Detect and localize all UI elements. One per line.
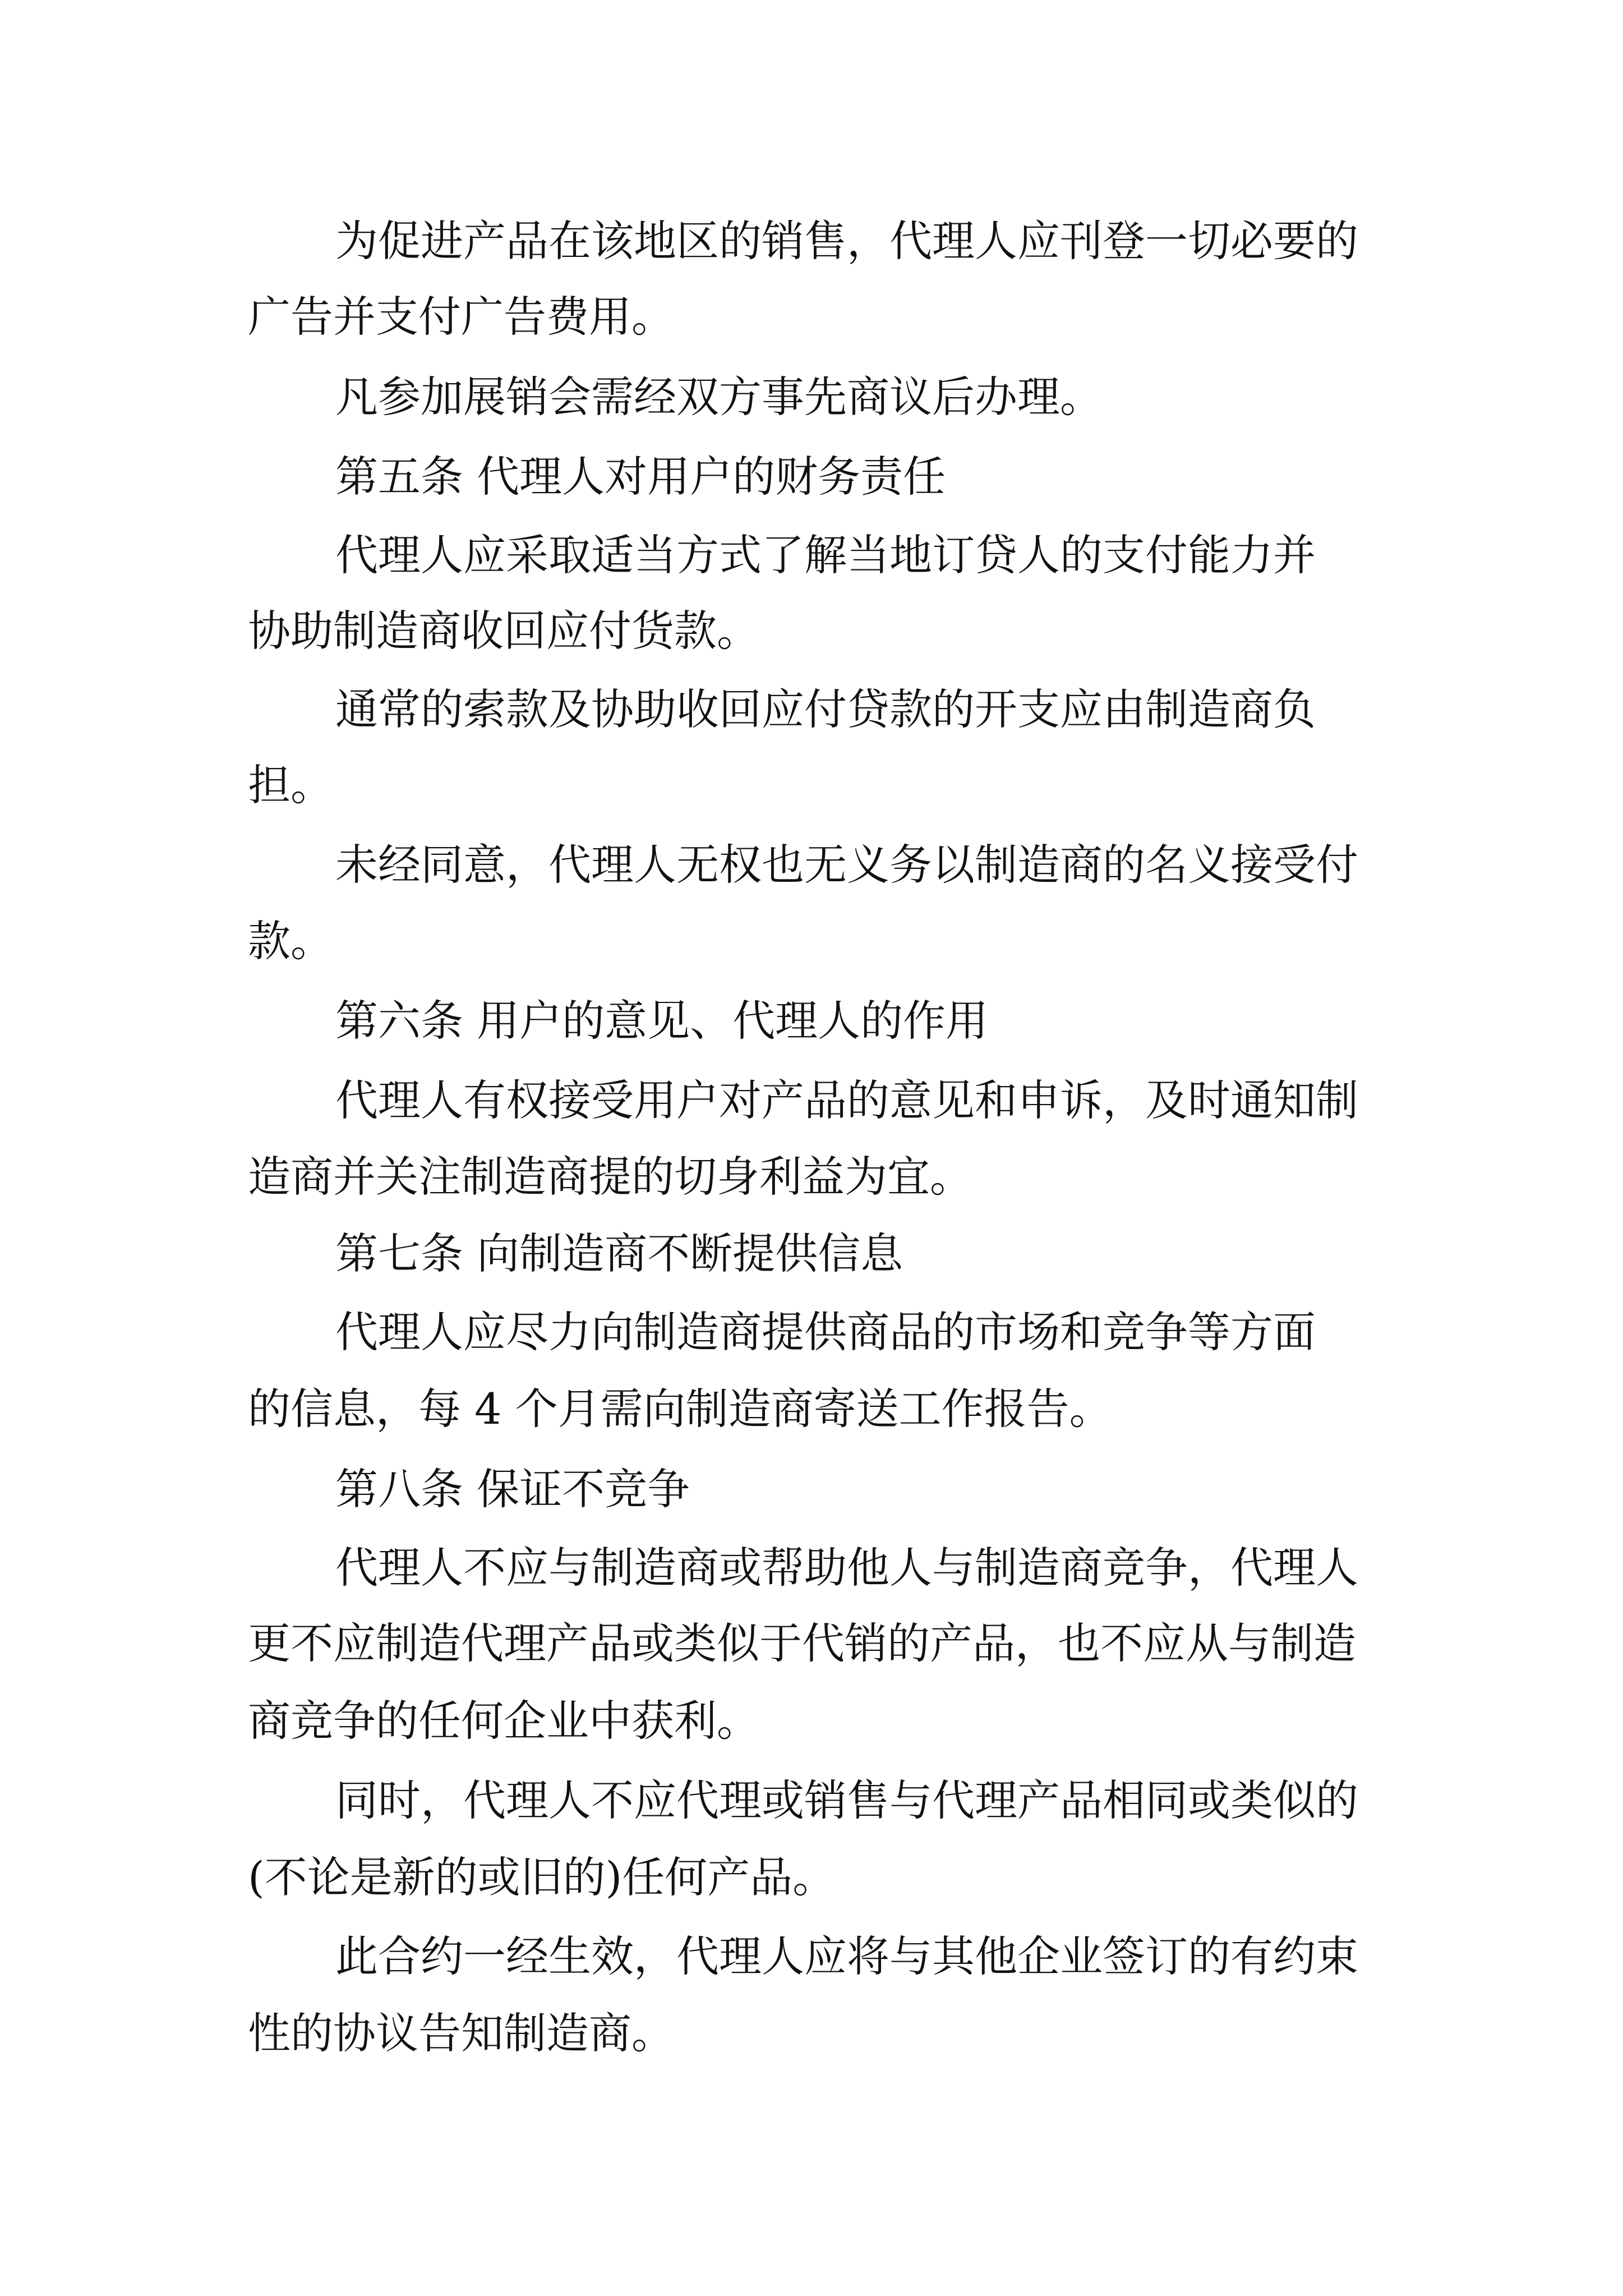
section-heading: 第七条 向制造商不断提供信息 — [335, 1228, 903, 1278]
paragraph-line: 造商并关注制造商提的切身利益为宜。 — [248, 1152, 972, 1202]
paragraph-line: 商竞争的任何企业中获利。 — [248, 1696, 759, 1746]
paragraph-line: 同时，代理人不应代理或销售与代理产品相同或类似的 — [335, 1775, 1358, 1825]
paragraph-line: 此合约一经生效，代理人应将与其他企业签订的有约束 — [335, 1931, 1358, 1981]
paragraph-line: 代理人应采取适当方式了解当地订贷人的支付能力并 — [335, 530, 1316, 580]
section-heading: 第五条 代理人对用户的财务责任 — [335, 452, 946, 501]
paragraph-line: 广告并支付广告费用。 — [248, 292, 674, 342]
paragraph-line: (不论是新的或旧的)任何产品。 — [248, 1852, 836, 1902]
paragraph-line: 凡参加展销会需经双方事先商议后办理。 — [335, 372, 1103, 422]
paragraph-line: 协助制造商收回应付货款。 — [248, 606, 759, 656]
paragraph-line: 的信息，每 4 个月需向制造商寄送工作报告。 — [248, 1384, 1112, 1434]
paragraph-line: 代理人不应与制造商或帮助他人与制造商竞争，代理人 — [335, 1543, 1358, 1593]
section-heading: 第八条 保证不竞争 — [335, 1464, 690, 1514]
paragraph-line: 代理人应尽力向制造商提供商品的市场和竞争等方面 — [335, 1307, 1316, 1357]
paragraph-line: 未经同意，代理人无权也无义务以制造商的名义接受付 — [335, 840, 1358, 890]
paragraph-line: 担。 — [248, 760, 333, 810]
section-heading: 第六条 用户的意见、代理人的作用 — [335, 996, 989, 1046]
paragraph-line: 代理人有权接受用户对产品的意见和申诉，及时通知制 — [335, 1075, 1358, 1125]
paragraph-line: 款。 — [248, 916, 333, 966]
paragraph-line: 为促进产品在该地区的销售，代理人应刊登一切必要的 — [335, 216, 1358, 266]
paragraph-line: 性的协议告知制造商。 — [248, 2008, 674, 2058]
paragraph-line: 更不应制造代理产品或类似于代销的产品，也不应从与制造 — [248, 1618, 1356, 1668]
paragraph-line: 通常的索款及协助收回应付贷款的开支应由制造商负 — [335, 684, 1316, 734]
